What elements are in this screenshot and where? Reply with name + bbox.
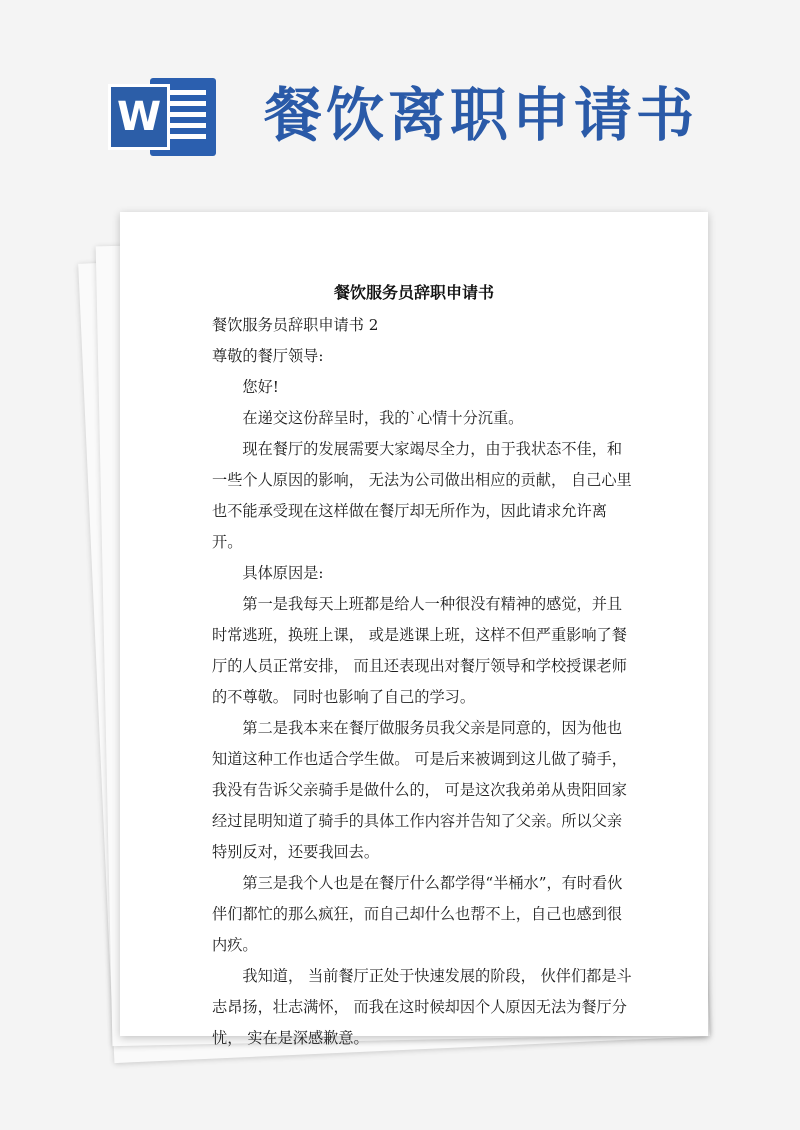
paragraph: 具体原因是:: [242, 564, 324, 582]
paragraph: 现在餐厅的发展需要大家竭尽全力，由于我状态不佳，和一些个人原因的影响， 无法为公司做出相应的贡献， 自己心里也不能承受现在这样做在餐厅却无所作为，因此请求允许离开。: [212, 440, 632, 551]
word-doc-lines: [164, 90, 206, 144]
word-document-icon: [108, 78, 216, 156]
paragraph: 在递交这份辞呈时，我的`心情十分沉重。: [242, 409, 524, 427]
paragraph: 我知道， 当前餐厅正处于快速发展的阶段， 伙伴们都是斗志昂扬，壮志满怀， 而我在这时候却因个人原因无法为餐厅分忧， 实在是深感歉意。: [212, 967, 632, 1047]
document-title: 餐饮服务员辞职申请书: [333, 283, 494, 302]
salutation: 尊敬的餐厅领导:: [212, 347, 324, 365]
paragraph: 第一是我每天上班都是给人一种很没有精神的感觉，并且时常逃班，换班上课， 或是逃课上班，这样不但严重影响了餐厅的人员正常安排， 而且还表现出对餐厅领导和学校授课老师的不尊敬。 同时也影响了自己的学习。: [212, 595, 627, 706]
document-page: [120, 212, 708, 1047]
greeting: 您好!: [242, 378, 279, 396]
paragraph: 第三是我个人也是在餐厅什么都学得“半桶水”，有时看伙伴们都忙的那么疯狂，而自己却什么也帮不上，自己也感到很内疚。: [212, 874, 623, 954]
paragraph: 第二是我本来在餐厅做服务员我父亲是同意的，因为他也知道这种工作也适合学生做。 可是后来被调到这儿做了骑手， 我没有告诉父亲骑手是做什么的， 可是这次我弟弟从贵阳回家经过昆明知道了骑手的具体工作内容并告知了父亲。所以父亲特别反对，还要我回去。: [212, 719, 627, 861]
document-subtitle: 餐饮服务员辞职申请书 2: [212, 316, 379, 334]
banner-title: 餐饮离职申请书: [264, 81, 699, 149]
word-letter-badge: W: [108, 84, 170, 150]
header-banner: [0, 0, 800, 180]
document-body: [212, 308, 634, 1054]
